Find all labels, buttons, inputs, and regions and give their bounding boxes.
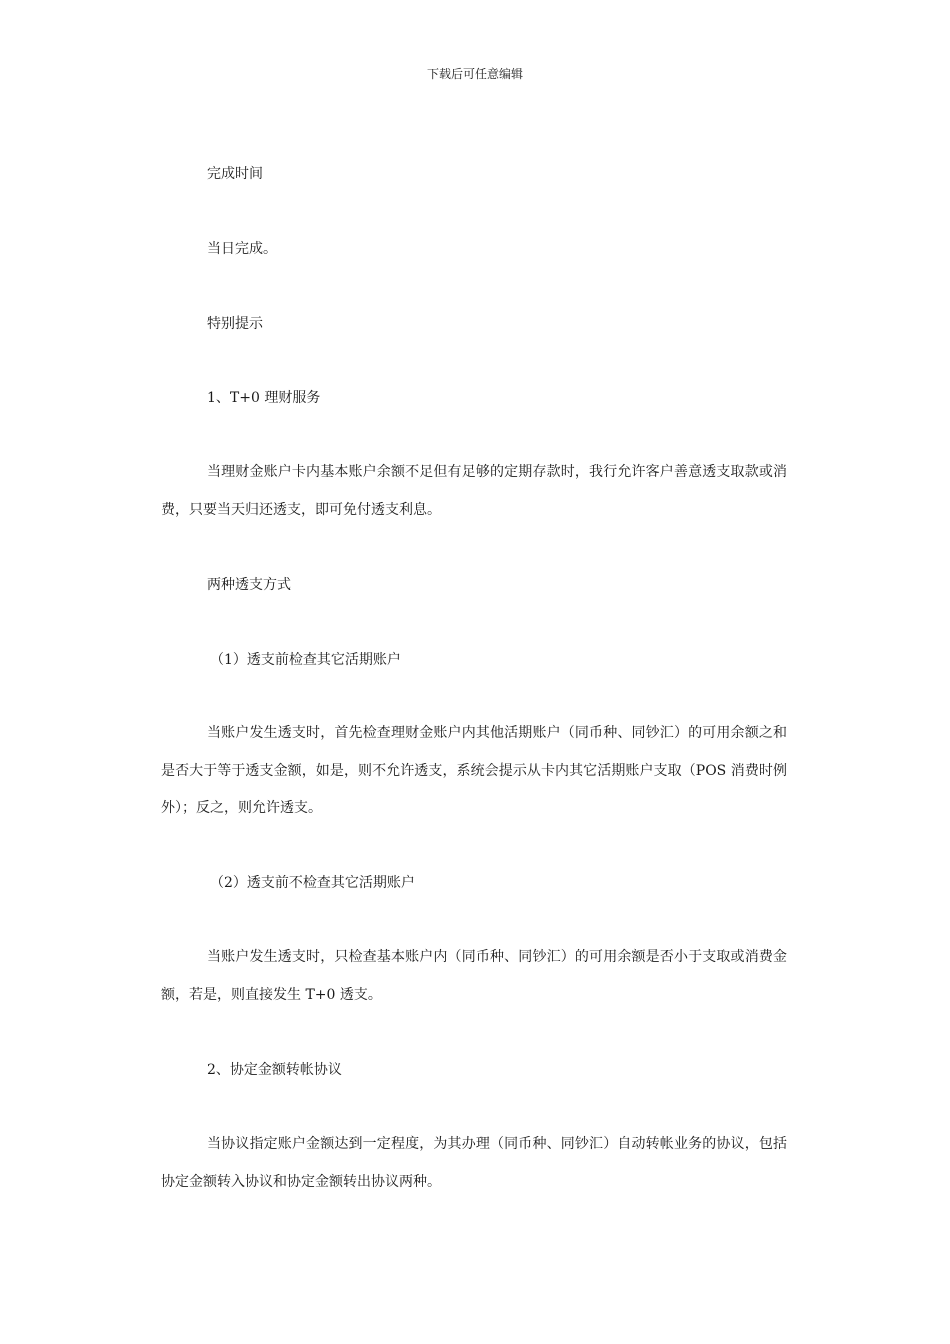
item-1-paragraph: 当理财金账户卡内基本账户余额不足但有足够的定期存款时，我行允许客户善意透支取款或消费，只要当天归还透支，即可免付透支利息。 (161, 464, 787, 518)
item-1-title: 1、T+0 理财服务 (207, 390, 321, 406)
mode-1-title: （1）透支前检查其它活期账户 (210, 652, 401, 668)
item-2-title: 2、协定金额转帐协议 (207, 1062, 342, 1078)
item-2-paragraph: 当协议指定账户金额达到一定程度，为其办理（同币种、同钞汇）自动转帐业务的协议，包括协定金额转入协议和协定金额转出协议两种。 (161, 1136, 787, 1190)
completion-time-text: 当日完成。 (207, 241, 277, 257)
overdraft-modes-title: 两种透支方式 (207, 577, 291, 593)
section-title-special-notes: 特别提示 (207, 316, 263, 332)
mode-2-title: （2）透支前不检查其它活期账户 (210, 875, 415, 891)
section-title-completion-time: 完成时间 (207, 166, 263, 182)
mode-2-paragraph: 当账户发生透支时，只检查基本账户内（同币种、同钞汇）的可用余额是否小于支取或消费金额，若是，则直接发生 T+0 透支。 (161, 949, 787, 1003)
page-header: 下载后可任意编辑 (426, 67, 523, 81)
mode-1-paragraph: 当账户发生透支时，首先检查理财金账户内其他活期账户（同币种、同钞汇）的可用余额之和是否大于等于透支金额，如是，则不允许透支，系统会提示从卡内其它活期账户支取（POS 消费时例外）；反之，则允许透支。 (161, 725, 787, 816)
